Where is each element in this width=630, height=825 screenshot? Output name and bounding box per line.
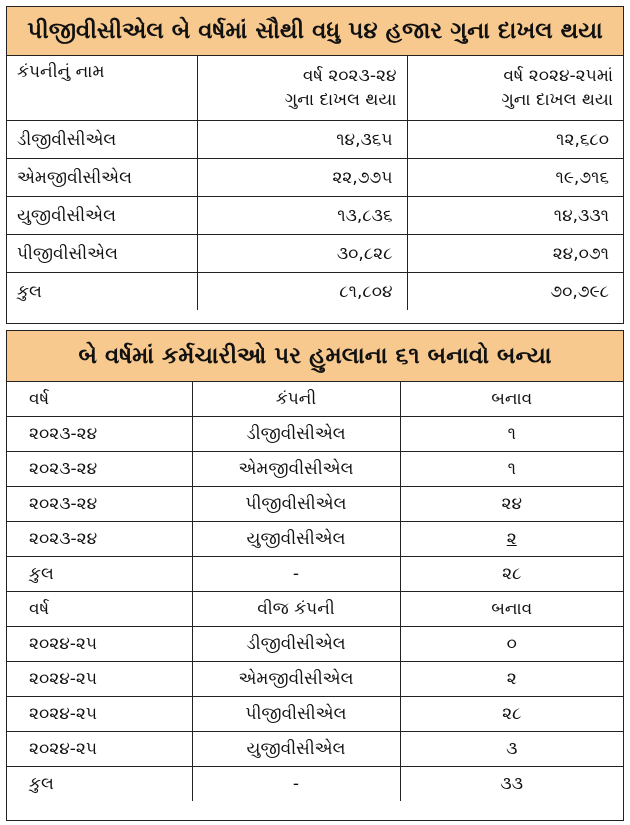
header-power-company: વીજ કંપની	[192, 592, 400, 627]
value-2024-25: ૨૪,૦૭૧	[407, 235, 623, 273]
table-row	[7, 197, 623, 235]
value-2024-25: ૧૨,૬૮૦	[407, 121, 623, 159]
total-2023-24: ૮૧,૮૦૪	[197, 273, 407, 311]
year-cell: ૨૦૨૪-૨૫	[7, 697, 192, 732]
header-incidents: બનાવ	[400, 592, 623, 627]
company-name: યુજીવીસીએલ	[7, 197, 197, 235]
total-label: કુલ	[7, 273, 197, 311]
incidents-cell: ૧	[400, 452, 623, 487]
year-cell: ૨૦૨૩-૨૪	[7, 452, 192, 487]
table-row	[7, 697, 623, 732]
incidents-cell: ૨	[400, 662, 623, 697]
header-year-2023-24: વર્ષ ૨૦૨૩-૨૪ ગુના દાખલ થયા	[197, 56, 407, 121]
year-cell: ૨૦૨૪-૨૫	[7, 627, 192, 662]
incidents-cell: ૨૮	[400, 697, 623, 732]
company-cell: યુજીવીસીએલ	[192, 522, 400, 557]
table-row	[7, 417, 623, 452]
company-cell: એમજીવીસીએલ	[192, 662, 400, 697]
complaints-panel	[6, 6, 624, 324]
table-row	[7, 235, 623, 273]
total-label: કુલ	[7, 557, 192, 592]
total-row	[7, 557, 623, 592]
header-company: કંપની	[192, 382, 400, 417]
table-row	[7, 627, 623, 662]
value-2023-24: ૨૨,૭૭૫	[197, 159, 407, 197]
table-row	[7, 662, 623, 697]
company-cell: -	[192, 557, 400, 592]
value-2024-25: ૧૯,૭૧૬	[407, 159, 623, 197]
header-year-2024-25: વર્ષ ૨૦૨૪-૨૫માં ગુના દાખલ થયા	[407, 56, 623, 121]
year-cell: ૨૦૨૩-૨૪	[7, 487, 192, 522]
table-row	[7, 487, 623, 522]
total-row	[7, 767, 623, 802]
total-incidents: ૩૩	[400, 767, 623, 802]
company-cell: એમજીવીસીએલ	[192, 452, 400, 487]
total-2024-25: ૭૦,૭૯૮	[407, 273, 623, 311]
attacks-header-row	[7, 382, 623, 417]
company-cell: -	[192, 767, 400, 802]
table-row	[7, 522, 623, 557]
company-cell: ડીજીવીસીએલ	[192, 627, 400, 662]
value-2023-24: ૧૩,૮૩૬	[197, 197, 407, 235]
attacks-panel	[6, 330, 624, 821]
value-2023-24: ૩૦,૮૨૮	[197, 235, 407, 273]
complaints-table	[7, 56, 623, 310]
table-row	[7, 159, 623, 197]
total-row	[7, 273, 623, 311]
company-cell: ડીજીવીસીએલ	[192, 417, 400, 452]
attacks-table	[7, 382, 623, 801]
year-cell: ૨૦૨૪-૨૫	[7, 732, 192, 767]
company-cell: પીજીવીસીએલ	[192, 697, 400, 732]
year-cell: ૨૦૨૩-૨૪	[7, 522, 192, 557]
incidents-cell: ૨૪	[400, 487, 623, 522]
table-row	[7, 452, 623, 487]
year-cell: ૨૦૨૪-૨૫	[7, 662, 192, 697]
incidents-cell: ૩	[400, 732, 623, 767]
header-incidents: બનાવ	[400, 382, 623, 417]
company-name: ડીજીવીસીએલ	[7, 121, 197, 159]
company-name: એમજીવીસીએલ	[7, 159, 197, 197]
header-year: વર્ષ	[7, 382, 192, 417]
year-cell: ૨૦૨૩-૨૪	[7, 417, 192, 452]
value-2024-25: ૧૪,૩૩૧	[407, 197, 623, 235]
table-row	[7, 732, 623, 767]
incidents-cell: ૧	[400, 417, 623, 452]
company-name: પીજીવીસીએલ	[7, 235, 197, 273]
table-row	[7, 121, 623, 159]
company-cell: યુજીવીસીએલ	[192, 732, 400, 767]
attacks-subheader-row	[7, 592, 623, 627]
incidents-cell: ૦	[400, 627, 623, 662]
value-2023-24: ૧૪,૩૬૫	[197, 121, 407, 159]
incidents-cell: ૨	[400, 522, 623, 557]
complaints-header-row	[7, 56, 623, 121]
total-label: કુલ	[7, 767, 192, 802]
company-cell: પીજીવીસીએલ	[192, 487, 400, 522]
header-company: કંપનીનું નામ	[7, 56, 197, 121]
complaints-title: પીજીવીસીએલ બે વર્ષમાં સૌથી વધુ ૫૪ હજાર ગુના દાખલ થયા	[7, 7, 623, 56]
header-year: વર્ષ	[7, 592, 192, 627]
total-incidents: ૨૮	[400, 557, 623, 592]
attacks-title: બે વર્ષમાં કર્મચારીઓ પર હુમલાના ૬૧ બનાવો બન્યા	[7, 331, 623, 382]
